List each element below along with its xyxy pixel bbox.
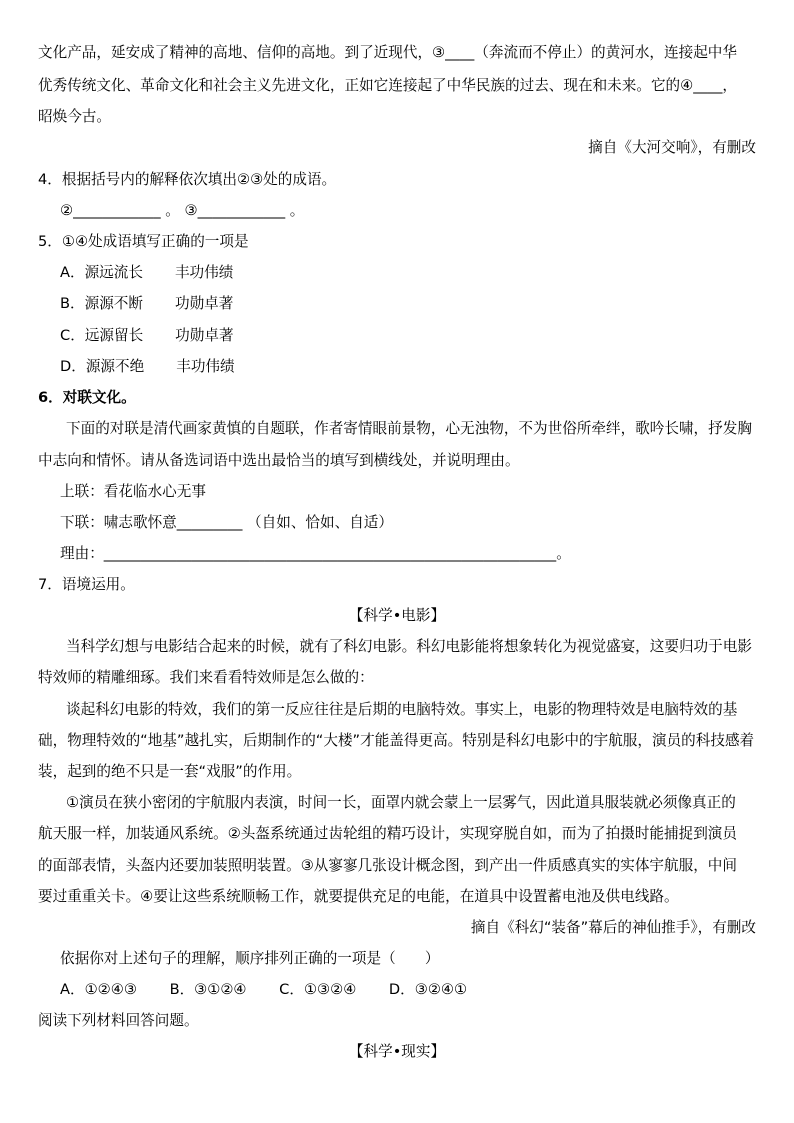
q5-option-c [60, 326, 234, 346]
q5-option-a-value: 丰功伟绩 [174, 264, 234, 281]
q7-para3-line-2: 航天服一样，加装通风系统。②头盔系统通过齿轮组的精巧设计，实现穿脱自如，而为了拍摄时能捕捉到演员 [38, 825, 737, 842]
q5-option-c-label: C．远源留长 [60, 327, 144, 344]
q7-para1-line-2: 特效师的精雕细琢。我们来看看特效师是怎么做的： [38, 669, 374, 686]
passage-line-2: 优秀传统文化、革命文化和社会主义先进文化，正如它连接起了中华民族的过去、现在和未来。它的④____， [38, 77, 737, 94]
couplet-upper: 上联：看花临水心无事 [60, 483, 206, 500]
couplet-lower: 下联：啸志歌怀意_________ （自如、恰如、自适） [60, 514, 393, 531]
q5-option-b-label: B．源源不断 [60, 295, 143, 312]
q6-reason-line: 理由：______________________________________________________________。 [60, 545, 571, 562]
reading-instruction: 阅读下列材料回答问题。 [38, 1012, 199, 1029]
q4-stem: 4．根据括号内的解释依次填出②③处的成语。 [38, 171, 337, 188]
q5-option-d-label: D．源源不绝 [60, 358, 145, 375]
q5-option-b [60, 294, 233, 314]
q7-option-a: A．①②④③ [60, 981, 137, 998]
q7-para3-line-3: 的面部表情，头盔内还要加装照明装置。③从寥寥几张设计概念图，到产出一件质感真实的实体宇航服，中间 [38, 857, 737, 874]
q7-para2-line-3: 装，起到的绝不只是一套“戏服”的作用。 [38, 763, 302, 780]
q7-para2-line-1: 谈起科幻电影的特效，我们的第一反应往往是后期的电脑特效。事实上，电影的物理特效是电脑特效的基 [66, 701, 738, 718]
q7-options [60, 980, 467, 1000]
q7-question: 依据你对上述句子的理解，顺序排列正确的一项是（ ） [60, 950, 440, 967]
q7-para3-line-4: 要过重重关卡。④要让这些系统顺畅工作，就要提供充足的电能，在道具中设置蓄电池及供电线路。 [38, 888, 679, 905]
q7-para2-line-2: 础，物理特效的“地基”越扎实，后期制作的“大楼”才能盖得更高。特别是科幻电影中的宇航服，演员的科技感着 [38, 732, 755, 749]
q5-option-a-label: A．源远流长 [60, 264, 143, 281]
q5-stem: 5．①④处成语填写正确的一项是 [38, 233, 249, 250]
q4-answer-line: ②____________ 。 ③____________ 。 [60, 202, 305, 219]
q5-option-a [60, 263, 233, 283]
q7-option-c: C．①③②④ [279, 981, 357, 998]
q6-para-line-1: 下面的对联是清代画家黄慎的自题联，作者寄情眼前景物，心无浊物，不为世俗所牵绊，歌吟长啸，抒发胸 [66, 420, 752, 437]
q7-para1-line-1: 当科学幻想与电影结合起来的时候，就有了科幻电影。科幻电影能将想象转化为视觉盛宴，这要归功于电影 [66, 638, 752, 655]
q7-para3-line-1: ①演员在狭小密闭的宇航服内表演，时间一长，面罩内就会蒙上一层雾气，因此道具服装就必须像真正的 [66, 794, 736, 811]
reading-heading: 【科学•现实】 [348, 1043, 446, 1060]
passage-source: 摘自《大河交响》，有删改 [588, 139, 756, 156]
q7-option-d: D．③②④① [388, 981, 468, 998]
passage-line-1: 文化产品，延安成了精神的高地、信仰的高地。到了近现代，③____（奔流而不停止）的黄河水，连接起中华 [38, 44, 737, 61]
q7-source: 摘自《科幻“装备”幕后的神仙推手》，有删改 [470, 919, 756, 936]
q7-option-b: B．③①②④ [169, 981, 247, 998]
q5-option-d [60, 357, 235, 377]
q6-stem: 6．对联文化。 [38, 389, 136, 406]
q7-heading: 【科学•电影】 [348, 607, 446, 624]
passage-line-3: 昭焕今古。 [38, 108, 111, 125]
q5-option-d-value: 丰功伟绩 [176, 358, 235, 375]
q7-stem: 7．语境运用。 [38, 576, 135, 593]
q5-option-c-value: 功勋卓著 [175, 327, 234, 344]
q5-option-b-value: 功勋卓著 [174, 295, 234, 312]
q6-para-line-2: 中志向和情怀。请从备选词语中选出最恰当的填写到横线处，并说明理由。 [38, 452, 520, 469]
